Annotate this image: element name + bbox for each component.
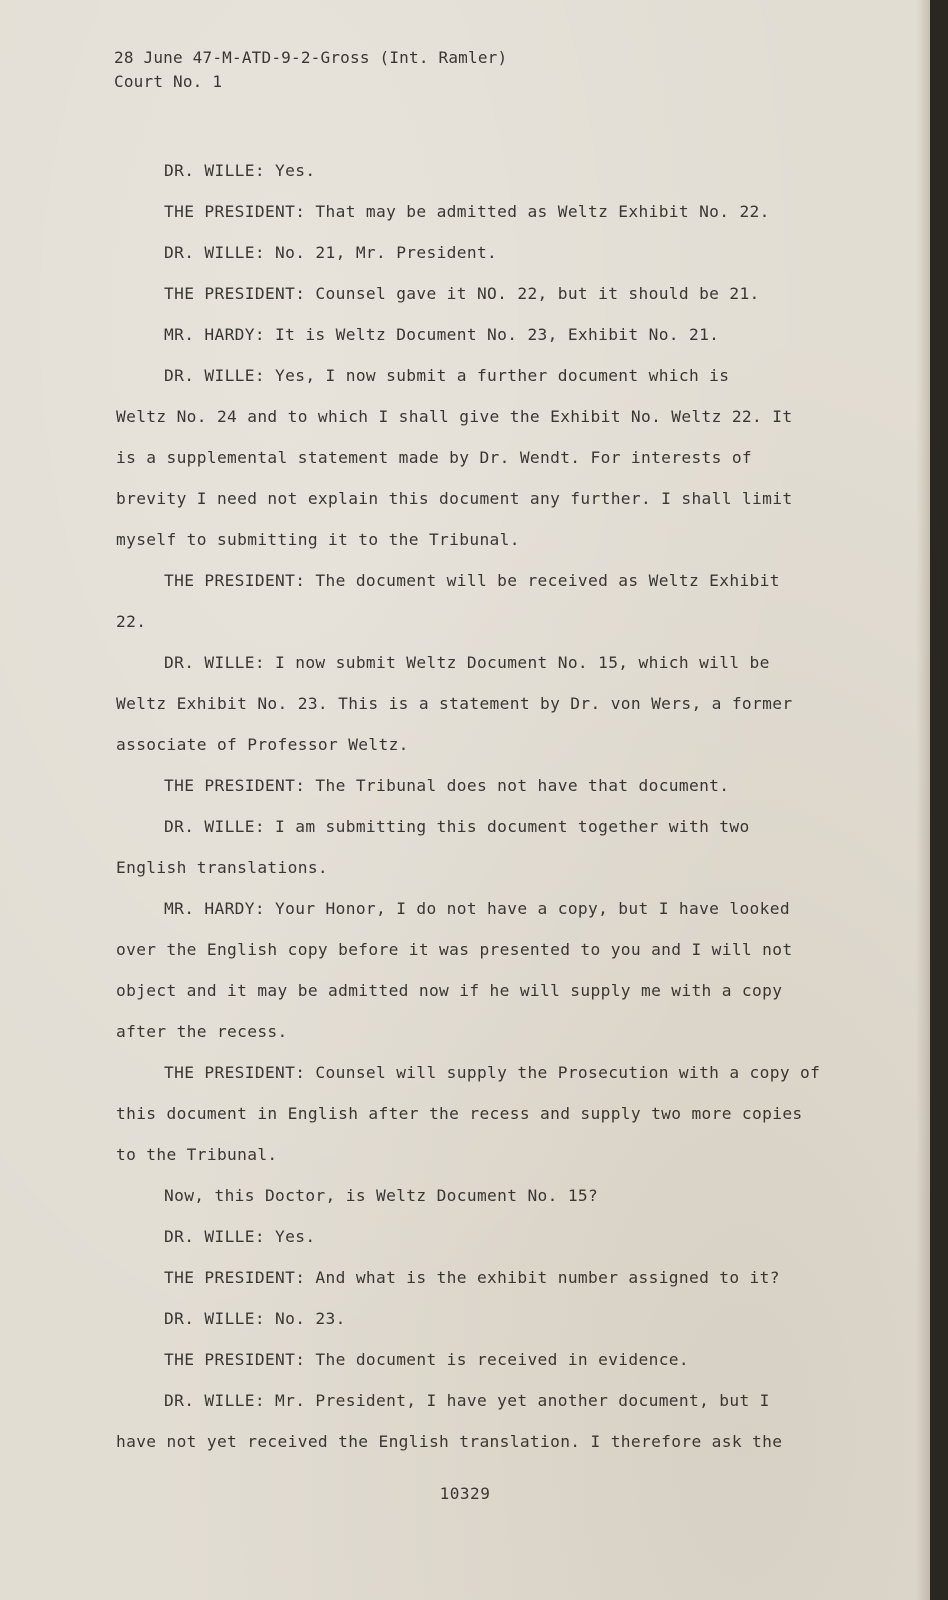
transcript-line: DR. WILLE: Yes, I now submit a further document which is (164, 366, 730, 385)
transcript-line: THE PRESIDENT: And what is the exhibit number assigned to it? (164, 1268, 780, 1287)
transcript-line: MR. HARDY: It is Weltz Document No. 23, Exhibit No. 21. (164, 325, 720, 344)
transcript-line: MR. HARDY: Your Honor, I do not have a copy, but I have looked (164, 899, 790, 918)
transcript-line: THE PRESIDENT: Counsel gave it NO. 22, but it should be 21. (164, 284, 760, 303)
transcript-line: 22. (116, 612, 147, 631)
transcript-line: DR. WILLE: I am submitting this document together with two (164, 817, 750, 836)
transcript-line: THE PRESIDENT: The document is received in evidence. (164, 1350, 689, 1369)
transcript-line: object and it may be admitted now if he will supply me with a copy (116, 981, 783, 1000)
transcript-line: DR. WILLE: Yes. (164, 161, 316, 180)
transcript-line: DR. WILLE: Yes. (164, 1227, 316, 1246)
transcript-line: DR. WILLE: I now submit Weltz Document No. 15, which will be (164, 653, 770, 672)
transcript-line: Weltz No. 24 and to which I shall give the Exhibit No. Weltz 22. It (116, 407, 793, 426)
transcript-line: myself to submitting it to the Tribunal. (116, 530, 520, 549)
transcript-line: THE PRESIDENT: The Tribunal does not have that document. (164, 776, 730, 795)
transcript-line: after the recess. (116, 1022, 288, 1041)
transcript-line: is a supplemental statement made by Dr. Wendt. For interests of (116, 448, 753, 467)
header-session-line: 28 June 47-M-ATD-9-2-Gross (Int. Ramler) (114, 48, 508, 67)
transcript-line: have not yet received the English translation. I therefore ask the (116, 1432, 783, 1451)
transcript-line: over the English copy before it was presented to you and I will not (116, 940, 793, 959)
transcript-line: associate of Professor Weltz. (116, 735, 409, 754)
transcript-line: this document in English after the recess and supply two more copies (116, 1104, 803, 1123)
transcript-line: English translations. (116, 858, 329, 877)
transcript-line: Now, this Doctor, is Weltz Document No. 15? (164, 1186, 599, 1205)
page-header (114, 46, 507, 94)
page-number: 10329 (439, 1484, 491, 1503)
header-court-line: Court No. 1 (114, 72, 223, 91)
transcript-body (116, 150, 826, 1462)
transcript-line: THE PRESIDENT: Counsel will supply the Prosecution with a copy of (164, 1063, 821, 1082)
transcript-line: to the Tribunal. (116, 1145, 278, 1164)
transcript-line: DR. WILLE: No. 23. (164, 1309, 346, 1328)
transcript-line: brevity I need not explain this document any further. I shall limit (116, 489, 793, 508)
transcript-line: DR. WILLE: No. 21, Mr. President. (164, 243, 498, 262)
transcript-line: THE PRESIDENT: The document will be received as Weltz Exhibit (164, 571, 780, 590)
transcript-line: DR. WILLE: Mr. President, I have yet another document, but I (164, 1391, 770, 1410)
transcript-line: Weltz Exhibit No. 23. This is a statement by Dr. von Wers, a former (116, 694, 793, 713)
transcript-line: THE PRESIDENT: That may be admitted as Weltz Exhibit No. 22. (164, 202, 770, 221)
